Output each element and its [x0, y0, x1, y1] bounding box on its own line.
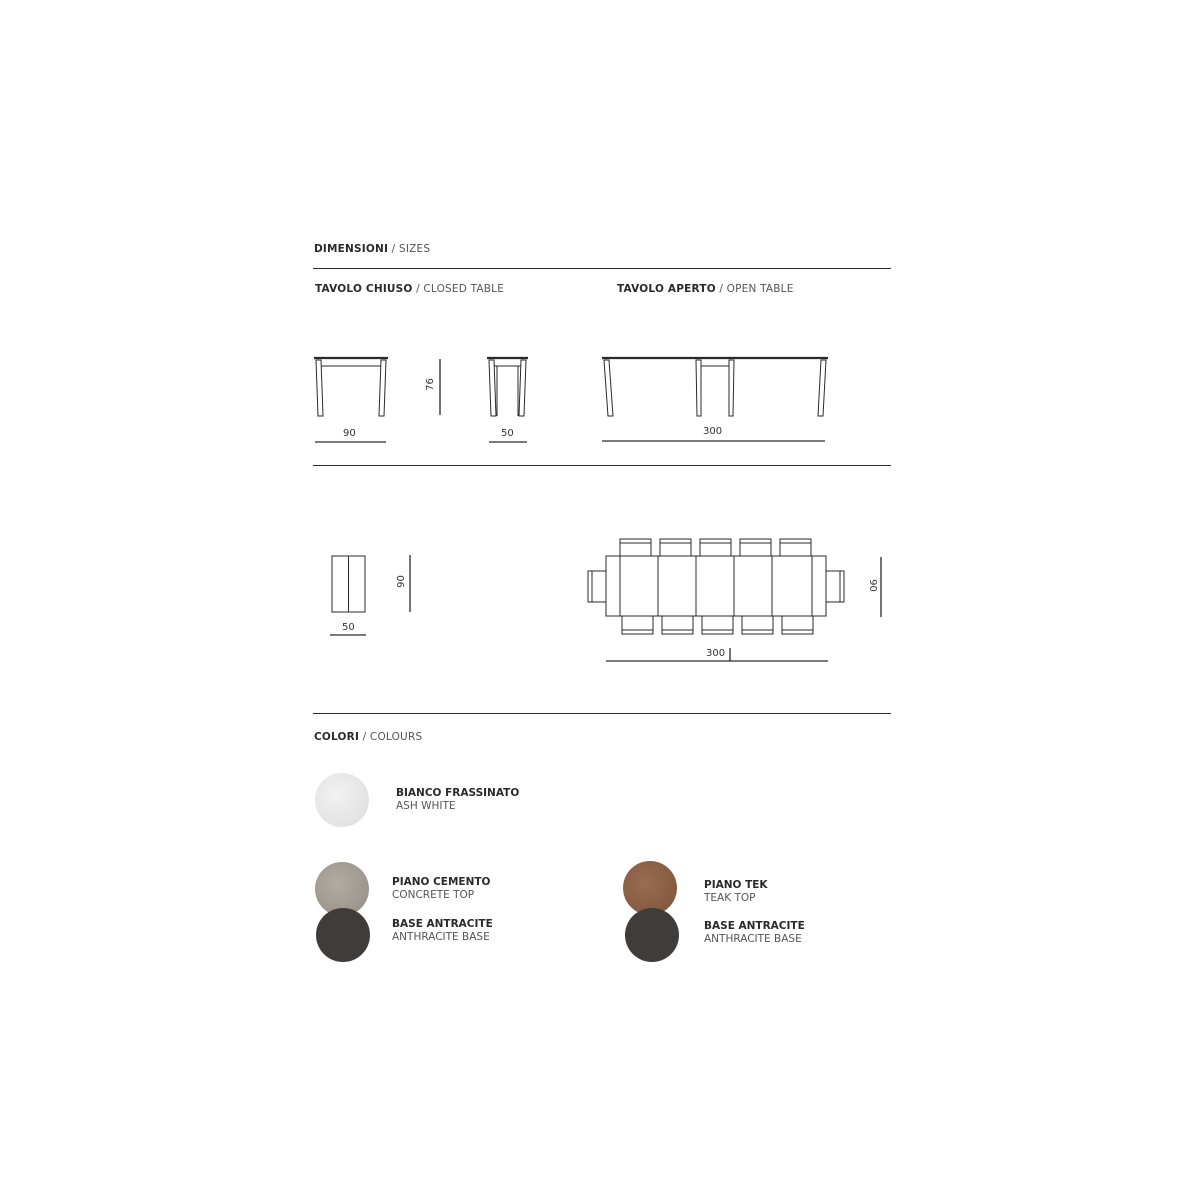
closed-table-front-drawing: [314, 358, 440, 442]
colours-header: [314, 731, 422, 743]
sizes-header-it: DIMENSIONI: [314, 243, 389, 255]
swatch-ash-white: [315, 773, 369, 827]
colour-anthracite-base-1-it: BASE ANTRACITE: [392, 918, 493, 930]
open-table-header-it: TAVOLO APERTO: [617, 283, 716, 295]
colours-header-sep: /: [362, 731, 367, 743]
colour-anthracite-base-2: [704, 920, 805, 946]
open-table-plan-drawing: [588, 539, 881, 661]
sizes-header-en: SIZES: [398, 243, 431, 255]
colour-teak-top: [704, 879, 768, 905]
open-length-label: 300: [703, 426, 723, 437]
closed-table-header-en: CLOSED TABLE: [423, 283, 505, 295]
colour-concrete-top: [392, 876, 490, 902]
plan-open-length-label: 300: [706, 648, 726, 659]
colour-teak-top-en: TEAK TOP: [704, 892, 756, 904]
colour-anthracite-base-2-it: BASE ANTRACITE: [704, 920, 805, 932]
colour-anthracite-base-1-en: ANTHRACITE BASE: [392, 931, 490, 943]
colour-concrete-top-en: CONCRETE TOP: [392, 889, 475, 901]
closed-front-width-label: 90: [343, 428, 356, 439]
swatch-anthracite-base-1: [316, 908, 370, 962]
colour-ash-white: [396, 787, 519, 813]
colour-ash-white-it: BIANCO FRASSINATO: [396, 787, 520, 799]
open-table-header-sep: /: [719, 283, 724, 295]
divider-middle: [313, 465, 891, 466]
colour-ash-white-en: ASH WHITE: [396, 800, 456, 812]
plan-open-depth-label: 90: [866, 579, 878, 592]
colours-header-en: COLOURS: [369, 731, 423, 743]
colour-anthracite-base-1: [392, 918, 493, 944]
colours-header-it: COLORI: [314, 731, 360, 743]
closed-table-header-it: TAVOLO CHIUSO: [315, 283, 413, 295]
closed-table-header-sep: /: [416, 283, 420, 295]
colour-anthracite-base-2-en: ANTHRACITE BASE: [704, 933, 802, 945]
swatch-anthracite-base-2: [625, 908, 679, 962]
open-table-header-en: OPEN TABLE: [726, 283, 794, 295]
height-label: 76: [424, 378, 436, 391]
swatch-teak-top: [623, 861, 677, 915]
colour-teak-top-it: PIANO TEK: [704, 879, 768, 891]
closed-side-width-label: 50: [501, 428, 514, 439]
plan-closed-width-label: 50: [342, 622, 355, 633]
colour-concrete-top-it: PIANO CEMENTO: [392, 876, 491, 888]
plan-closed-depth-label: 90: [395, 575, 407, 588]
sizes-header-sep: /: [391, 243, 396, 255]
divider-bottom: [313, 713, 891, 714]
